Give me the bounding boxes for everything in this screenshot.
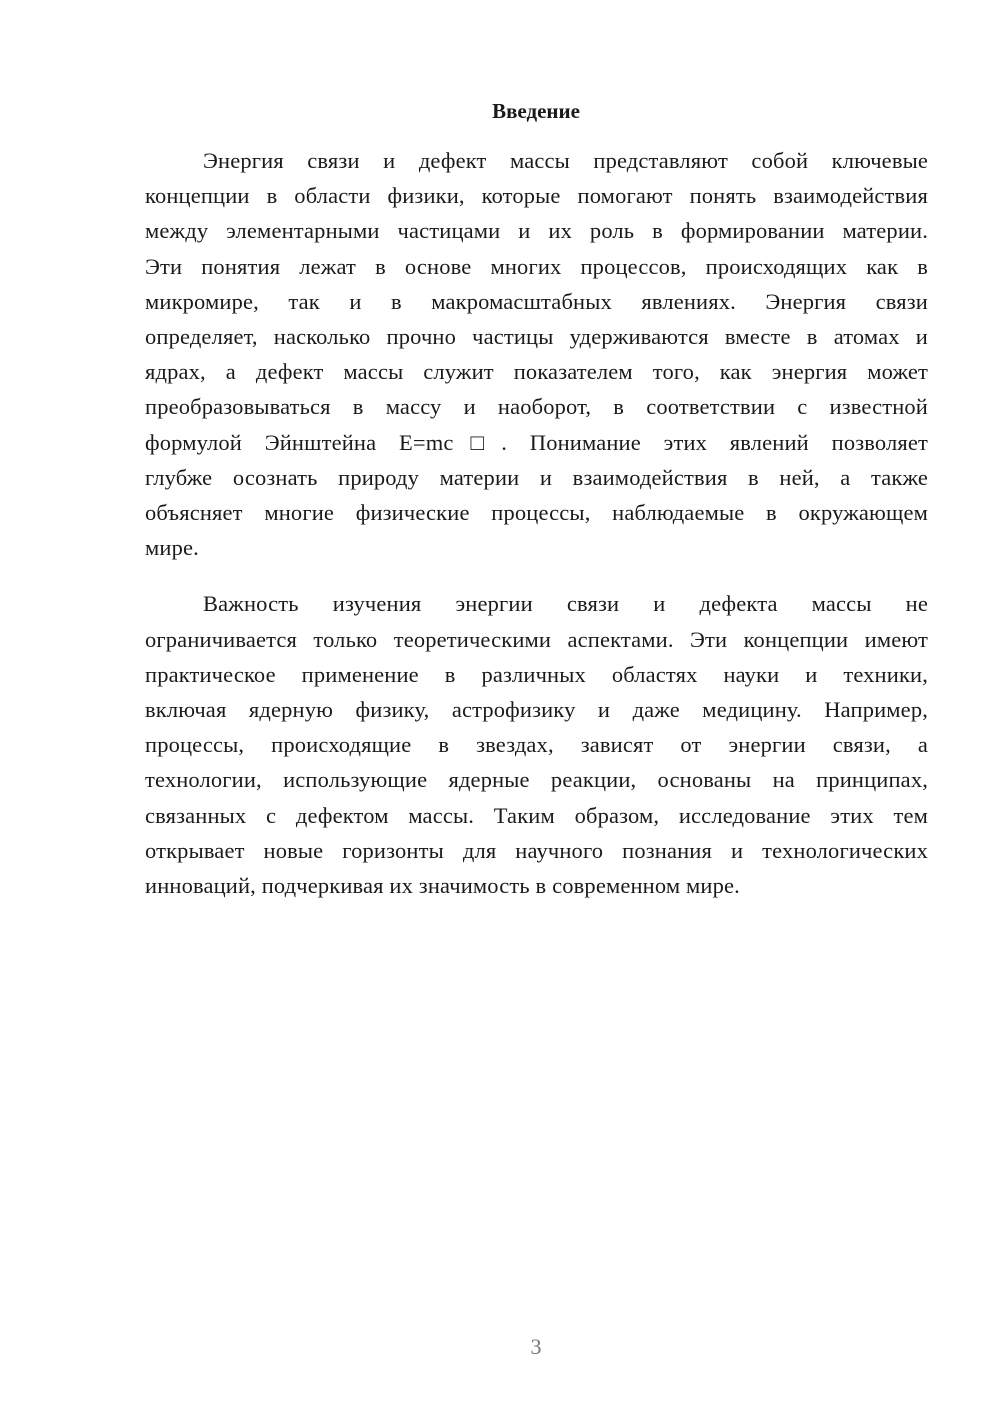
text-line: ядрах, а дефект массы служит показателем того, как энергия может (145, 359, 928, 385)
text-line: включая ядерную физику, астрофизику и даже медицину. Например, (145, 697, 928, 723)
text-line: инноваций, подчеркивая их значимость в современном мире. (145, 873, 740, 899)
text-line: Энергия связи и дефект массы представляют собой ключевые (203, 148, 928, 173)
page-title: Введение (492, 99, 580, 123)
document-body (145, 143, 928, 924)
text-line: открывает новые горизонты для научного познания и технологических (145, 837, 928, 863)
text-line: концепции в области физики, которые помогают понять взаимодействия (145, 183, 928, 209)
paragraph-2 (145, 586, 928, 903)
text-line: ограничивается только теоретическими аспектами. Эти концепции имеют (145, 626, 928, 652)
text-line: микромире, так и в макромасштабных явлениях. Энергия связи (145, 288, 928, 314)
text-line: технологии, использующие ядерные реакции, основаны на принципах, (145, 767, 928, 793)
text-line: мире. (145, 535, 199, 561)
text-line: Важность изучения энергии связи и дефекта массы не (203, 591, 928, 617)
page-number: 3 (530, 1334, 542, 1359)
text-line: практическое применение в различных областях науки и техники, (145, 661, 928, 687)
paragraph-1 (145, 143, 928, 565)
text-line: Эти понятия лежат в основе многих процессов, происходящих как в (145, 253, 928, 279)
text-line: между элементарными частицами и их роль в формировании материи. (145, 218, 928, 244)
text-line: связанных с дефектом массы. Таким образом, исследование этих тем (145, 802, 928, 828)
text-line: глубже осознать природу материи и взаимодействия в ней, а также (145, 464, 928, 490)
text-line: преобразовываться в массу и наоборот, в соответствии с известной (145, 394, 928, 420)
text-line: процессы, происходящие в звездах, зависят от энергии связи, а (145, 732, 928, 758)
text-line: формулой Эйнштейна E=mc□. Понимание этих явлений позволяет (145, 429, 928, 455)
text-line: объясняет многие физические процессы, наблюдаемые в окружающем (145, 500, 928, 526)
text-line: определяет, насколько прочно частицы удерживаются вместе в атомах и (145, 324, 928, 350)
